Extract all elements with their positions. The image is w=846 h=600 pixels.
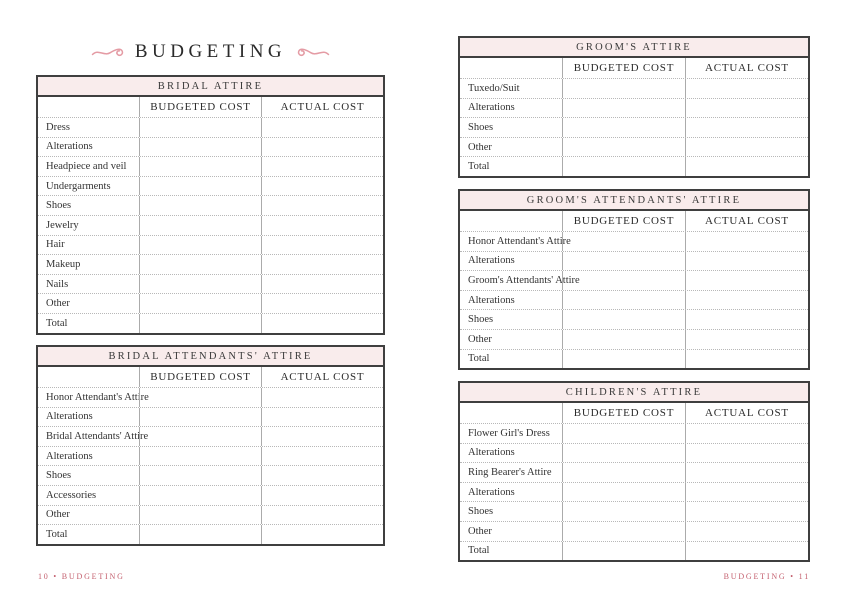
table-row bbox=[38, 313, 383, 333]
budgeted-cost-cell bbox=[139, 177, 261, 196]
budgeted-cost-cell bbox=[139, 196, 261, 215]
row-label: Alterations bbox=[46, 411, 93, 423]
row-label-cell bbox=[460, 444, 562, 463]
actual-cost-cell bbox=[261, 408, 383, 427]
table-row bbox=[38, 195, 383, 215]
table-row bbox=[38, 235, 383, 255]
budgeted-cost-cell bbox=[139, 138, 261, 157]
table-row bbox=[460, 501, 808, 521]
row-label-cell bbox=[38, 196, 139, 215]
actual-cost-cell bbox=[685, 138, 808, 157]
table-row bbox=[460, 423, 808, 443]
row-label: Accessories bbox=[46, 489, 97, 501]
row-label: Flower Girl's Dress bbox=[468, 427, 550, 439]
budgeted-cost-cell bbox=[139, 506, 261, 525]
row-label: Other bbox=[46, 298, 70, 310]
actual-cost-cell bbox=[685, 522, 808, 541]
row-label: Dress bbox=[46, 121, 70, 133]
actual-cost-cell bbox=[685, 99, 808, 118]
actual-cost-cell bbox=[685, 542, 808, 561]
table-row bbox=[38, 407, 383, 427]
budgeted-cost-cell bbox=[562, 99, 685, 118]
actual-cost-cell bbox=[261, 177, 383, 196]
actual-cost-cell bbox=[685, 502, 808, 521]
row-label-cell bbox=[38, 486, 139, 505]
table-row bbox=[38, 254, 383, 274]
row-label-cell bbox=[460, 118, 562, 137]
footer-left-page-number: 10 • BUDGETING bbox=[38, 572, 125, 581]
table-row bbox=[460, 349, 808, 369]
budgeted-cost-cell bbox=[562, 271, 685, 290]
actual-cost-cell bbox=[261, 314, 383, 333]
row-label-cell bbox=[460, 252, 562, 271]
actual-cost-cell bbox=[261, 388, 383, 407]
row-label-cell bbox=[38, 506, 139, 525]
actual-cost-cell bbox=[261, 255, 383, 274]
table-row bbox=[38, 505, 383, 525]
row-label: Honor Attendant's Attire bbox=[468, 235, 571, 247]
table-row bbox=[460, 290, 808, 310]
table-title: CHILDREN'S ATTIRE bbox=[565, 386, 703, 398]
row-label-cell bbox=[38, 157, 139, 176]
table-header-band bbox=[460, 38, 808, 58]
row-label-cell bbox=[460, 522, 562, 541]
table-row bbox=[460, 137, 808, 157]
actual-cost-cell bbox=[685, 350, 808, 369]
actual-cost-cell bbox=[685, 483, 808, 502]
table-row bbox=[460, 78, 808, 98]
row-label: Alterations bbox=[468, 255, 515, 267]
actual-cost-cell bbox=[261, 196, 383, 215]
column-header-row bbox=[460, 211, 808, 231]
actual-cost-cell bbox=[685, 310, 808, 329]
row-label: Alterations bbox=[46, 141, 93, 153]
actual-cost-cell bbox=[261, 525, 383, 544]
row-label-cell bbox=[460, 79, 562, 98]
column-header-budgeted: BUDGETED COST bbox=[562, 58, 685, 78]
table-row bbox=[460, 329, 808, 349]
actual-cost-cell bbox=[685, 79, 808, 98]
row-label: Alterations bbox=[468, 102, 515, 114]
table-row bbox=[38, 524, 383, 544]
column-header-spacer bbox=[460, 211, 562, 231]
column-header-actual: ACTUAL COST bbox=[685, 58, 808, 78]
budgeted-cost-cell bbox=[562, 310, 685, 329]
actual-cost-cell bbox=[261, 157, 383, 176]
row-label: Tuxedo/Suit bbox=[468, 82, 520, 94]
budgeted-cost-cell bbox=[139, 236, 261, 255]
table-row bbox=[460, 309, 808, 329]
grooms-attire-table bbox=[458, 36, 810, 178]
table-row bbox=[460, 541, 808, 561]
grooms-attendants-attire-table bbox=[458, 189, 810, 370]
actual-cost-cell bbox=[685, 157, 808, 176]
row-label-cell bbox=[460, 502, 562, 521]
budgeted-cost-cell bbox=[139, 294, 261, 313]
budgeted-cost-cell bbox=[562, 79, 685, 98]
table-row bbox=[460, 156, 808, 176]
row-label: Total bbox=[468, 161, 490, 173]
actual-cost-cell bbox=[261, 427, 383, 446]
column-header-actual: ACTUAL COST bbox=[261, 367, 383, 387]
column-header-spacer bbox=[460, 58, 562, 78]
row-label-cell bbox=[460, 483, 562, 502]
actual-cost-cell bbox=[685, 252, 808, 271]
table-title: GROOM'S ATTENDANTS' ATTIRE bbox=[526, 194, 742, 206]
bridal-attire-table bbox=[36, 75, 385, 335]
row-label-cell bbox=[460, 99, 562, 118]
budgeted-cost-cell bbox=[562, 424, 685, 443]
column-header-actual: ACTUAL COST bbox=[685, 211, 808, 231]
table-row bbox=[38, 137, 383, 157]
actual-cost-cell bbox=[685, 444, 808, 463]
table-row bbox=[460, 521, 808, 541]
row-label-cell bbox=[460, 138, 562, 157]
page-title: BUDGETING bbox=[134, 41, 287, 62]
row-label-cell bbox=[460, 463, 562, 482]
row-label: Honor Attendant's Attire bbox=[46, 391, 149, 403]
table-row bbox=[38, 446, 383, 466]
budgeted-cost-cell bbox=[562, 502, 685, 521]
table-row bbox=[460, 443, 808, 463]
actual-cost-cell bbox=[261, 138, 383, 157]
row-label: Other bbox=[468, 525, 492, 537]
budgeted-cost-cell bbox=[562, 542, 685, 561]
actual-cost-cell bbox=[685, 463, 808, 482]
row-label: Makeup bbox=[46, 258, 81, 270]
budgeted-cost-cell bbox=[562, 291, 685, 310]
budgeted-cost-cell bbox=[562, 350, 685, 369]
row-label: Other bbox=[468, 333, 492, 345]
row-label: Alterations bbox=[468, 486, 515, 498]
row-label: Nails bbox=[46, 278, 69, 290]
table-row bbox=[460, 270, 808, 290]
actual-cost-cell bbox=[685, 291, 808, 310]
table-row bbox=[460, 231, 808, 251]
row-label-cell bbox=[38, 255, 139, 274]
actual-cost-cell bbox=[685, 271, 808, 290]
budgeted-cost-cell bbox=[139, 388, 261, 407]
page-title-row bbox=[36, 38, 385, 66]
actual-cost-cell bbox=[261, 486, 383, 505]
row-label-cell bbox=[460, 291, 562, 310]
row-label-cell bbox=[460, 542, 562, 561]
table-title: BRIDAL ATTIRE bbox=[157, 80, 264, 92]
row-label: Alterations bbox=[468, 447, 515, 459]
row-label: Shoes bbox=[46, 470, 72, 482]
budgeted-cost-cell bbox=[139, 216, 261, 235]
budgeted-cost-cell bbox=[139, 255, 261, 274]
row-label: Jewelry bbox=[46, 219, 79, 231]
table-header-band bbox=[38, 347, 383, 367]
row-label: Shoes bbox=[46, 200, 72, 212]
budgeted-cost-cell bbox=[562, 138, 685, 157]
column-header-spacer bbox=[460, 403, 562, 423]
budgeted-cost-cell bbox=[139, 427, 261, 446]
actual-cost-cell bbox=[261, 506, 383, 525]
row-label-cell bbox=[38, 388, 149, 407]
actual-cost-cell bbox=[261, 118, 383, 137]
row-label-cell bbox=[460, 310, 562, 329]
row-label: Total bbox=[468, 353, 490, 365]
row-label: Total bbox=[46, 528, 68, 540]
row-label: Alterations bbox=[46, 450, 93, 462]
row-label: Total bbox=[468, 545, 490, 557]
table-row bbox=[460, 251, 808, 271]
row-label: Alterations bbox=[468, 294, 515, 306]
row-label-cell bbox=[38, 314, 139, 333]
actual-cost-cell bbox=[685, 232, 808, 251]
column-header-spacer bbox=[38, 367, 139, 387]
row-label-cell bbox=[38, 275, 139, 294]
row-label: Hair bbox=[46, 239, 65, 251]
table-row bbox=[460, 98, 808, 118]
row-label: Shoes bbox=[468, 506, 494, 518]
row-label: Headpiece and veil bbox=[46, 160, 127, 172]
column-header-actual: ACTUAL COST bbox=[261, 97, 383, 117]
column-header-row bbox=[460, 58, 808, 78]
budgeted-cost-cell bbox=[139, 118, 261, 137]
actual-cost-cell bbox=[685, 330, 808, 349]
table-header-band bbox=[38, 77, 383, 97]
column-header-actual: ACTUAL COST bbox=[685, 403, 808, 423]
budgeted-cost-cell bbox=[139, 275, 261, 294]
row-label: Ring Bearer's Attire bbox=[468, 466, 552, 478]
column-header-budgeted: BUDGETED COST bbox=[562, 403, 685, 423]
row-label: Shoes bbox=[468, 121, 494, 133]
row-label-cell bbox=[38, 294, 139, 313]
row-label: Other bbox=[468, 141, 492, 153]
row-label-cell bbox=[38, 427, 149, 446]
budgeted-cost-cell bbox=[562, 118, 685, 137]
row-label-cell bbox=[38, 447, 139, 466]
row-label: Total bbox=[46, 317, 68, 329]
budgeted-cost-cell bbox=[562, 483, 685, 502]
actual-cost-cell bbox=[261, 216, 383, 235]
row-label-cell bbox=[38, 408, 139, 427]
row-label: Bridal Attendants' Attire bbox=[46, 430, 149, 442]
budgeted-cost-cell bbox=[139, 486, 261, 505]
childrens-attire-table bbox=[458, 381, 810, 562]
row-label-cell bbox=[38, 216, 139, 235]
column-header-row bbox=[38, 367, 383, 387]
table-row bbox=[38, 215, 383, 235]
actual-cost-cell bbox=[261, 447, 383, 466]
flourish-left-icon bbox=[91, 44, 125, 60]
row-label-cell bbox=[38, 236, 139, 255]
row-label-cell bbox=[460, 350, 562, 369]
column-header-budgeted: BUDGETED COST bbox=[139, 367, 261, 387]
table-row bbox=[38, 387, 383, 407]
budgeted-cost-cell bbox=[139, 408, 261, 427]
budgeted-cost-cell bbox=[562, 463, 685, 482]
actual-cost-cell bbox=[685, 118, 808, 137]
budgeted-cost-cell bbox=[562, 444, 685, 463]
table-title: GROOM'S ATTIRE bbox=[576, 41, 692, 53]
table-row bbox=[460, 117, 808, 137]
table-row bbox=[38, 176, 383, 196]
table-row bbox=[460, 482, 808, 502]
actual-cost-cell bbox=[261, 466, 383, 485]
table-row bbox=[38, 426, 383, 446]
row-label-cell bbox=[38, 466, 139, 485]
table-row bbox=[38, 117, 383, 137]
budgeted-cost-cell bbox=[139, 447, 261, 466]
budgeted-cost-cell bbox=[562, 252, 685, 271]
row-label-cell bbox=[460, 271, 580, 290]
row-label: Other bbox=[46, 509, 70, 521]
row-label: Shoes bbox=[468, 314, 494, 326]
bridal-attendants-attire-table bbox=[36, 345, 385, 546]
budgeted-cost-cell bbox=[139, 525, 261, 544]
budgeted-cost-cell bbox=[139, 157, 261, 176]
row-label-cell bbox=[460, 232, 571, 251]
column-header-spacer bbox=[38, 97, 139, 117]
row-label-cell bbox=[38, 177, 139, 196]
budgeted-cost-cell bbox=[562, 157, 685, 176]
row-label-cell bbox=[38, 525, 139, 544]
column-header-row bbox=[460, 403, 808, 423]
actual-cost-cell bbox=[261, 294, 383, 313]
budgeted-cost-cell bbox=[562, 330, 685, 349]
table-header-band bbox=[460, 383, 808, 403]
row-label-cell bbox=[460, 157, 562, 176]
actual-cost-cell bbox=[261, 275, 383, 294]
column-header-budgeted: BUDGETED COST bbox=[562, 211, 685, 231]
row-label-cell bbox=[38, 138, 139, 157]
table-row bbox=[38, 465, 383, 485]
column-header-budgeted: BUDGETED COST bbox=[139, 97, 261, 117]
budgeted-cost-cell bbox=[562, 232, 685, 251]
budgeted-cost-cell bbox=[139, 314, 261, 333]
row-label-cell bbox=[38, 118, 139, 137]
table-title: BRIDAL ATTENDANTS' ATTIRE bbox=[108, 350, 313, 362]
budgeted-cost-cell bbox=[139, 466, 261, 485]
row-label-cell bbox=[460, 424, 562, 443]
table-row bbox=[38, 156, 383, 176]
row-label-cell bbox=[460, 330, 562, 349]
budgeted-cost-cell bbox=[562, 522, 685, 541]
row-label: Undergarments bbox=[46, 180, 111, 192]
row-label: Groom's Attendants' Attire bbox=[468, 274, 580, 286]
column-header-row bbox=[38, 97, 383, 117]
table-row bbox=[38, 274, 383, 294]
flourish-right-icon bbox=[296, 44, 330, 60]
table-row bbox=[38, 293, 383, 313]
footer-right-page-number: BUDGETING • 11 bbox=[723, 572, 810, 581]
actual-cost-cell bbox=[685, 424, 808, 443]
table-row bbox=[38, 485, 383, 505]
actual-cost-cell bbox=[261, 236, 383, 255]
table-row bbox=[460, 462, 808, 482]
table-header-band bbox=[460, 191, 808, 211]
